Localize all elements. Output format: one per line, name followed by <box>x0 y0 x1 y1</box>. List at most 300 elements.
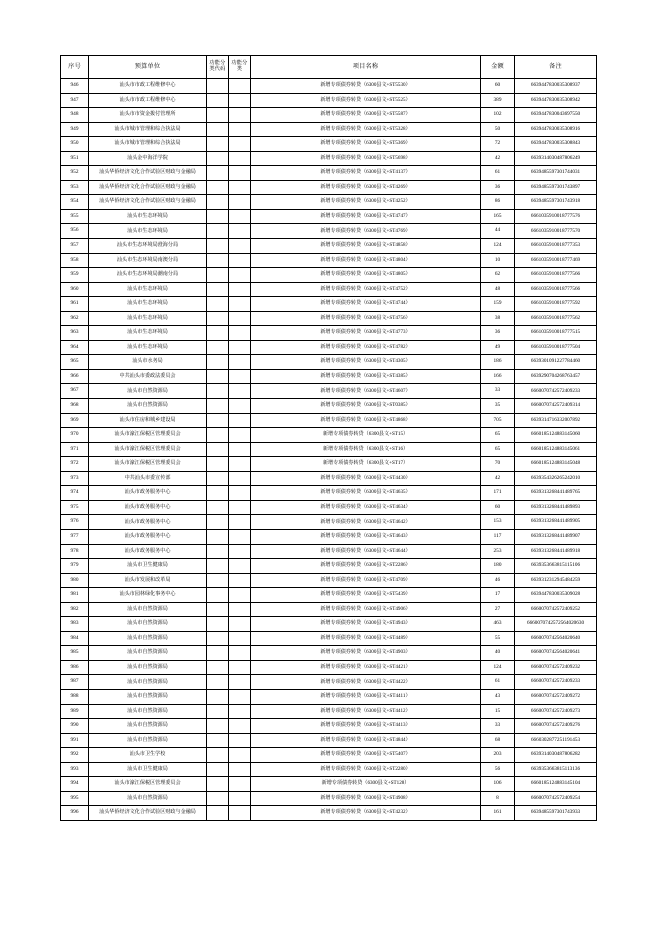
cell-note: 6639290704268763457 <box>515 369 597 384</box>
cell-unit: 汕头市卫生健康局 <box>89 559 207 574</box>
cell-function-code <box>207 559 229 574</box>
table-row <box>61 806 597 821</box>
cell-function-code <box>207 282 229 297</box>
table-row <box>61 762 597 777</box>
cell-note: 6660070742572564020630 <box>515 617 597 632</box>
cell-project: 新增专项债券转贷（6300县文+ST4782） <box>251 340 481 355</box>
cell-unit: 汕头市生态环境局 <box>89 224 207 239</box>
table-row <box>61 457 597 472</box>
table-row <box>61 675 597 690</box>
cell-project: 新增专项债券转贷（6300县文+ST4908） <box>251 791 481 806</box>
cell-project: 新增专项债券转贷（6300县文+ST2286） <box>251 559 481 574</box>
cell-amount: 171 <box>481 486 515 501</box>
cell-project: 新增专项债券转贷（6300县文+ST4421） <box>251 660 481 675</box>
cell-unit: 汕头金中海洋学院 <box>89 151 207 166</box>
cell-note: 6661035910018777562 <box>515 311 597 326</box>
cell-function-code <box>207 239 229 254</box>
cell-amount: 36 <box>481 180 515 195</box>
table-row <box>61 340 597 355</box>
cell-note: 6639312312945484259 <box>515 573 597 588</box>
cell-amount: 106 <box>481 777 515 792</box>
cell-seq: 960 <box>61 282 89 297</box>
cell-note: 6639353663815113136 <box>515 762 597 777</box>
cell-seq: 957 <box>61 239 89 254</box>
cell-amount: 42 <box>481 151 515 166</box>
cell-project: 新增专项债券转贷（6300县文+ST4744） <box>251 297 481 312</box>
cell-project: 新增专项债券转贷（6300县文+ST4858） <box>251 239 481 254</box>
cell-function-category <box>229 719 251 734</box>
header-project: 项目名称 <box>251 56 481 79</box>
cell-project: 新增专项债券转贷（6300县文+ST17） <box>251 457 481 472</box>
cell-function-code <box>207 428 229 443</box>
cell-project: 新增专项债券转贷（6300县文+ST4607） <box>251 384 481 399</box>
cell-unit: 汕头市园林绿化事务中心 <box>89 588 207 603</box>
cell-seq: 983 <box>61 617 89 632</box>
cell-unit: 汕头市政务服务中心 <box>89 544 207 559</box>
cell-unit: 汕头市住房和城乡建设局 <box>89 413 207 428</box>
cell-project: 新增专项债券转贷（6300县文+ST4252） <box>251 195 481 210</box>
cell-seq: 984 <box>61 631 89 646</box>
cell-seq: 980 <box>61 573 89 588</box>
cell-amount: 463 <box>481 617 515 632</box>
cell-function-category <box>229 544 251 559</box>
cell-project: 新增专项债券转贷（6300县文+ST4644） <box>251 544 481 559</box>
cell-function-code <box>207 660 229 675</box>
cell-note: 6639314030487806249 <box>515 151 597 166</box>
cell-function-category <box>229 471 251 486</box>
cell-note: 6639301091227784460 <box>515 355 597 370</box>
cell-unit: 汕头市自然资源局 <box>89 631 207 646</box>
cell-seq: 963 <box>61 326 89 341</box>
cell-amount: 42 <box>481 471 515 486</box>
cell-seq: 976 <box>61 515 89 530</box>
cell-unit: 汕头市自然资源局 <box>89 791 207 806</box>
table-row <box>61 297 597 312</box>
cell-note: 6661035910018777353 <box>515 239 597 254</box>
cell-note: 6639354326265242010 <box>515 471 597 486</box>
cell-function-code <box>207 268 229 283</box>
cell-seq: 952 <box>61 166 89 181</box>
cell-function-category <box>229 428 251 443</box>
cell-seq: 962 <box>61 311 89 326</box>
cell-function-code <box>207 704 229 719</box>
cell-function-category <box>229 631 251 646</box>
cell-function-code <box>207 151 229 166</box>
cell-project: 新增专项债券转贷（6300县文+ST4385） <box>251 369 481 384</box>
cell-unit: 汕头市市政工程维修中心 <box>89 79 207 94</box>
cell-function-category <box>229 122 251 137</box>
cell-function-category <box>229 748 251 763</box>
cell-function-category <box>229 137 251 152</box>
cell-function-category <box>229 646 251 661</box>
cell-project: 新增专项债券转贷（6300县文+ST4868） <box>251 413 481 428</box>
cell-seq: 959 <box>61 268 89 283</box>
table-row <box>61 180 597 195</box>
cell-project: 新增专项债券转贷（6300县文+ST4422） <box>251 675 481 690</box>
header-amount: 金额 <box>481 56 515 79</box>
cell-function-code <box>207 166 229 181</box>
cell-unit: 汕头市自然资源局 <box>89 660 207 675</box>
cell-function-code <box>207 79 229 94</box>
cell-note: 6660185124883145061 <box>515 442 597 457</box>
cell-project: 新增专项债券转贷（6300县文+ST4906） <box>251 602 481 617</box>
cell-amount: 50 <box>481 122 515 137</box>
cell-function-category <box>229 326 251 341</box>
cell-amount: 44 <box>481 224 515 239</box>
cell-unit: 汕头市政务服务中心 <box>89 486 207 501</box>
cell-seq: 992 <box>61 748 89 763</box>
cell-function-category <box>229 602 251 617</box>
cell-amount: 61 <box>481 166 515 181</box>
cell-function-code <box>207 486 229 501</box>
cell-amount: 117 <box>481 529 515 544</box>
table-row <box>61 399 597 414</box>
cell-amount: 60 <box>481 79 515 94</box>
cell-seq: 989 <box>61 704 89 719</box>
header-note: 备注 <box>515 56 597 79</box>
cell-function-category <box>229 79 251 94</box>
cell-unit: 汕头市政务服务中心 <box>89 529 207 544</box>
table-row <box>61 559 597 574</box>
cell-function-category <box>229 500 251 515</box>
cell-unit: 汕头市生态环境局 <box>89 311 207 326</box>
cell-seq: 994 <box>61 777 89 792</box>
cell-function-code <box>207 515 229 530</box>
table-row <box>61 719 597 734</box>
cell-function-code <box>207 762 229 777</box>
cell-seq: 947 <box>61 93 89 108</box>
cell-function-code <box>207 355 229 370</box>
cell-seq: 974 <box>61 486 89 501</box>
cell-function-code <box>207 413 229 428</box>
cell-project: 新增专项债券转贷（6300县文+ST5698） <box>251 151 481 166</box>
table-row <box>61 282 597 297</box>
cell-function-category <box>229 704 251 719</box>
cell-seq: 977 <box>61 529 89 544</box>
cell-function-category <box>229 282 251 297</box>
cell-function-category <box>229 777 251 792</box>
table-row <box>61 311 597 326</box>
cell-function-code <box>207 588 229 603</box>
cell-project: 新增专项债券转贷（6300县文+ST5328） <box>251 122 481 137</box>
cell-amount: 60 <box>481 500 515 515</box>
cell-project: 新增专项债券转贷（6300县文+ST5525） <box>251 93 481 108</box>
cell-seq: 990 <box>61 719 89 734</box>
cell-amount: 86 <box>481 195 515 210</box>
cell-seq: 965 <box>61 355 89 370</box>
cell-unit: 汕头市卫生学校 <box>89 748 207 763</box>
cell-project: 新增专项债券转贷（6300县文+ST4844） <box>251 733 481 748</box>
cell-amount: 15 <box>481 704 515 719</box>
cell-function-code <box>207 544 229 559</box>
cell-function-category <box>229 675 251 690</box>
cell-function-code <box>207 224 229 239</box>
cell-function-category <box>229 297 251 312</box>
cell-seq: 950 <box>61 137 89 152</box>
cell-function-code <box>207 500 229 515</box>
cell-unit: 汕头市生态环境局 <box>89 209 207 224</box>
cell-amount: 48 <box>481 282 515 297</box>
cell-note: 6660070742572409233 <box>515 384 597 399</box>
cell-function-category <box>229 209 251 224</box>
cell-project: 新增专项债券转贷（6300县文+ST4752） <box>251 282 481 297</box>
cell-function-code <box>207 602 229 617</box>
cell-unit: 汕头市生态环境局 <box>89 282 207 297</box>
cell-note: 6660070742564020640 <box>515 631 597 646</box>
cell-function-category <box>229 733 251 748</box>
cell-note: 6661035910018777504 <box>515 340 597 355</box>
table-row <box>61 689 597 704</box>
cell-function-category <box>229 340 251 355</box>
table-row <box>61 602 597 617</box>
cell-function-category <box>229 224 251 239</box>
cell-note: 6639314030487806282 <box>515 748 597 763</box>
cell-note: 6661035910018777515 <box>515 326 597 341</box>
cell-amount: 38 <box>481 311 515 326</box>
cell-note: 6661035910018777592 <box>515 297 597 312</box>
table-row <box>61 704 597 719</box>
cell-unit: 汕头市生态环境局 <box>89 297 207 312</box>
cell-amount: 17 <box>481 588 515 603</box>
cell-unit: 汕头市生态环境局澄海分局 <box>89 239 207 254</box>
cell-note: 6639314716332007892 <box>515 413 597 428</box>
cell-seq: 996 <box>61 806 89 821</box>
cell-note: 6660070742572409252 <box>515 602 597 617</box>
cell-function-category <box>229 486 251 501</box>
cell-project: 新增专项债券转贷（6300县文+ST4232） <box>251 806 481 821</box>
cell-note: 6660185124883145048 <box>515 457 597 472</box>
cell-unit: 汕头市城市管理和综合执法局 <box>89 122 207 137</box>
cell-function-code <box>207 646 229 661</box>
cell-amount: 203 <box>481 748 515 763</box>
cell-project: 新增专项债券转贷（6300县文+ST5407） <box>251 748 481 763</box>
cell-amount: 102 <box>481 108 515 123</box>
cell-seq: 973 <box>61 471 89 486</box>
cell-note: 6639353663815115106 <box>515 559 597 574</box>
cell-function-category <box>229 399 251 414</box>
cell-amount: 35 <box>481 399 515 414</box>
table-header <box>61 56 597 79</box>
cell-function-category <box>229 311 251 326</box>
cell-unit: 中共汕头市委政法委员会 <box>89 369 207 384</box>
cell-unit: 汕头市自然资源局 <box>89 602 207 617</box>
cell-project: 新增专项债券转贷（6300县文+ST4269） <box>251 180 481 195</box>
cell-function-category <box>229 529 251 544</box>
table-row <box>61 791 597 806</box>
cell-amount: 49 <box>481 340 515 355</box>
cell-function-code <box>207 108 229 123</box>
cell-unit: 汕头市生态环境局 <box>89 340 207 355</box>
cell-note: 6660302877251191453 <box>515 733 597 748</box>
cell-note: 6661035910018777570 <box>515 224 597 239</box>
table-row <box>61 544 597 559</box>
cell-unit: 汕头华侨经济文化合作试验区财政与金融局 <box>89 806 207 821</box>
cell-seq: 958 <box>61 253 89 268</box>
cell-unit: 汕头市自然资源局 <box>89 689 207 704</box>
table-row <box>61 573 597 588</box>
cell-note: 6660070742572409276 <box>515 719 597 734</box>
table-row <box>61 108 597 123</box>
cell-function-code <box>207 748 229 763</box>
cell-function-code <box>207 457 229 472</box>
cell-note: 6639447830035308916 <box>515 122 597 137</box>
cell-seq: 966 <box>61 369 89 384</box>
cell-amount: 36 <box>481 326 515 341</box>
cell-unit: 汕头华侨经济文化合作试验区财政与金融局 <box>89 180 207 195</box>
cell-function-category <box>229 559 251 574</box>
cell-project: 新增专项债券转贷（6300县文+ST4137） <box>251 166 481 181</box>
cell-amount: 166 <box>481 369 515 384</box>
cell-unit: 汕头市市资金拨付管理所 <box>89 108 207 123</box>
cell-note: 6639447830035308937 <box>515 79 597 94</box>
cell-note: 6639447830043697550 <box>515 108 597 123</box>
table-row <box>61 253 597 268</box>
cell-note: 6660070742572409273 <box>515 704 597 719</box>
cell-unit: 汕头市自然资源局 <box>89 646 207 661</box>
cell-function-code <box>207 93 229 108</box>
cell-unit: 汕头市卫生健康局 <box>89 762 207 777</box>
cell-function-code <box>207 777 229 792</box>
cell-amount: 153 <box>481 515 515 530</box>
cell-amount: 62 <box>481 268 515 283</box>
cell-seq: 978 <box>61 544 89 559</box>
cell-unit: 汕头市自然资源局 <box>89 617 207 632</box>
table-row <box>61 515 597 530</box>
cell-function-code <box>207 195 229 210</box>
cell-function-code <box>207 137 229 152</box>
cell-note: 6660070742572409314 <box>515 399 597 414</box>
cell-unit: 汕头市濠江保税区管理委员会 <box>89 428 207 443</box>
table-row <box>61 617 597 632</box>
cell-seq: 968 <box>61 399 89 414</box>
cell-project: 新增专项债券转贷（6300县文+ST4773） <box>251 326 481 341</box>
cell-unit: 汕头市自然资源局 <box>89 733 207 748</box>
cell-unit: 汕头市城市管理和综合执法局 <box>89 137 207 152</box>
cell-seq: 975 <box>61 500 89 515</box>
cell-seq: 971 <box>61 442 89 457</box>
cell-seq: 954 <box>61 195 89 210</box>
cell-amount: 389 <box>481 93 515 108</box>
cell-function-code <box>207 180 229 195</box>
cell-function-category <box>229 791 251 806</box>
cell-function-code <box>207 209 229 224</box>
cell-note: 6660070742572409233 <box>515 675 597 690</box>
cell-function-category <box>229 515 251 530</box>
table-row <box>61 660 597 675</box>
cell-project: 新增专项债券转贷（6300县文+ST5587） <box>251 108 481 123</box>
cell-seq: 972 <box>61 457 89 472</box>
cell-note: 6639447830035308843 <box>515 137 597 152</box>
cell-unit: 汕头市自然资源局 <box>89 704 207 719</box>
cell-note: 6639313268441489905 <box>515 515 597 530</box>
cell-amount: 61 <box>481 675 515 690</box>
cell-project: 新增专项债券转贷（6300县文+ST4747） <box>251 209 481 224</box>
cell-project: 新增专项债券转贷（6300县文+ST5439） <box>251 588 481 603</box>
table-row <box>61 588 597 603</box>
cell-unit: 汕头市自然资源局 <box>89 675 207 690</box>
cell-amount: 161 <box>481 806 515 821</box>
cell-seq: 995 <box>61 791 89 806</box>
cell-amount: 705 <box>481 413 515 428</box>
table-row <box>61 137 597 152</box>
cell-project: 新增专项债券转贷（6300县文+ST4804） <box>251 253 481 268</box>
cell-amount: 124 <box>481 660 515 675</box>
cell-function-code <box>207 384 229 399</box>
cell-unit: 汕头市市政工程维修中心 <box>89 93 207 108</box>
cell-seq: 955 <box>61 209 89 224</box>
cell-function-category <box>229 239 251 254</box>
table-row <box>61 442 597 457</box>
cell-function-code <box>207 369 229 384</box>
cell-project: 新增专项债券转贷（6300县文+ST4489） <box>251 631 481 646</box>
cell-project: 新增专项债券转贷（6300县文+ST4642） <box>251 515 481 530</box>
cell-seq: 951 <box>61 151 89 166</box>
cell-note: 6639485597301743897 <box>515 180 597 195</box>
cell-project: 新增专项债券转贷（6300县文+ST4634） <box>251 500 481 515</box>
cell-seq: 956 <box>61 224 89 239</box>
table-row <box>61 471 597 486</box>
cell-function-category <box>229 355 251 370</box>
cell-note: 6639485597301743918 <box>515 195 597 210</box>
cell-note: 6660185124883145060 <box>515 428 597 443</box>
cell-amount: 65 <box>481 428 515 443</box>
cell-seq: 986 <box>61 660 89 675</box>
table-row <box>61 369 597 384</box>
cell-function-category <box>229 442 251 457</box>
cell-amount: 33 <box>481 384 515 399</box>
table-row <box>61 239 597 254</box>
cell-project: 新增专项债券转贷（6300县文+ST5530） <box>251 79 481 94</box>
cell-amount: 68 <box>481 733 515 748</box>
cell-amount: 27 <box>481 602 515 617</box>
cell-seq: 969 <box>61 413 89 428</box>
table-row <box>61 93 597 108</box>
table-row <box>61 384 597 399</box>
table-row <box>61 195 597 210</box>
table-row <box>61 777 597 792</box>
cell-amount: 253 <box>481 544 515 559</box>
cell-unit: 汕头市生态环境局潮南分局 <box>89 268 207 283</box>
cell-project: 新增专项债券转贷（6300县文+ST4411） <box>251 689 481 704</box>
cell-seq: 981 <box>61 588 89 603</box>
cell-seq: 946 <box>61 79 89 94</box>
cell-project: 新增专项债券转贷（6300县文+ST4769） <box>251 224 481 239</box>
cell-unit: 汕头华侨经济文化合作试验区财政与金融局 <box>89 166 207 181</box>
cell-seq: 970 <box>61 428 89 443</box>
cell-function-code <box>207 311 229 326</box>
cell-note: 6661035910018777566 <box>515 268 597 283</box>
cell-unit: 汕头市自然资源局 <box>89 719 207 734</box>
cell-unit: 汕头市政务服务中心 <box>89 500 207 515</box>
cell-function-category <box>229 268 251 283</box>
cell-note: 6661035910018777576 <box>515 209 597 224</box>
cell-unit: 汕头华侨经济文化合作试验区财政与金融局 <box>89 195 207 210</box>
cell-amount: 65 <box>481 442 515 457</box>
cell-seq: 993 <box>61 762 89 777</box>
cell-seq: 991 <box>61 733 89 748</box>
cell-amount: 72 <box>481 137 515 152</box>
cell-function-category <box>229 762 251 777</box>
cell-seq: 948 <box>61 108 89 123</box>
cell-seq: 961 <box>61 297 89 312</box>
cell-note: 6639485597301744031 <box>515 166 597 181</box>
cell-function-code <box>207 806 229 821</box>
cell-function-code <box>207 122 229 137</box>
cell-function-code <box>207 399 229 414</box>
cell-seq: 953 <box>61 180 89 195</box>
table-row <box>61 428 597 443</box>
cell-unit: 汕头市发展和改革局 <box>89 573 207 588</box>
